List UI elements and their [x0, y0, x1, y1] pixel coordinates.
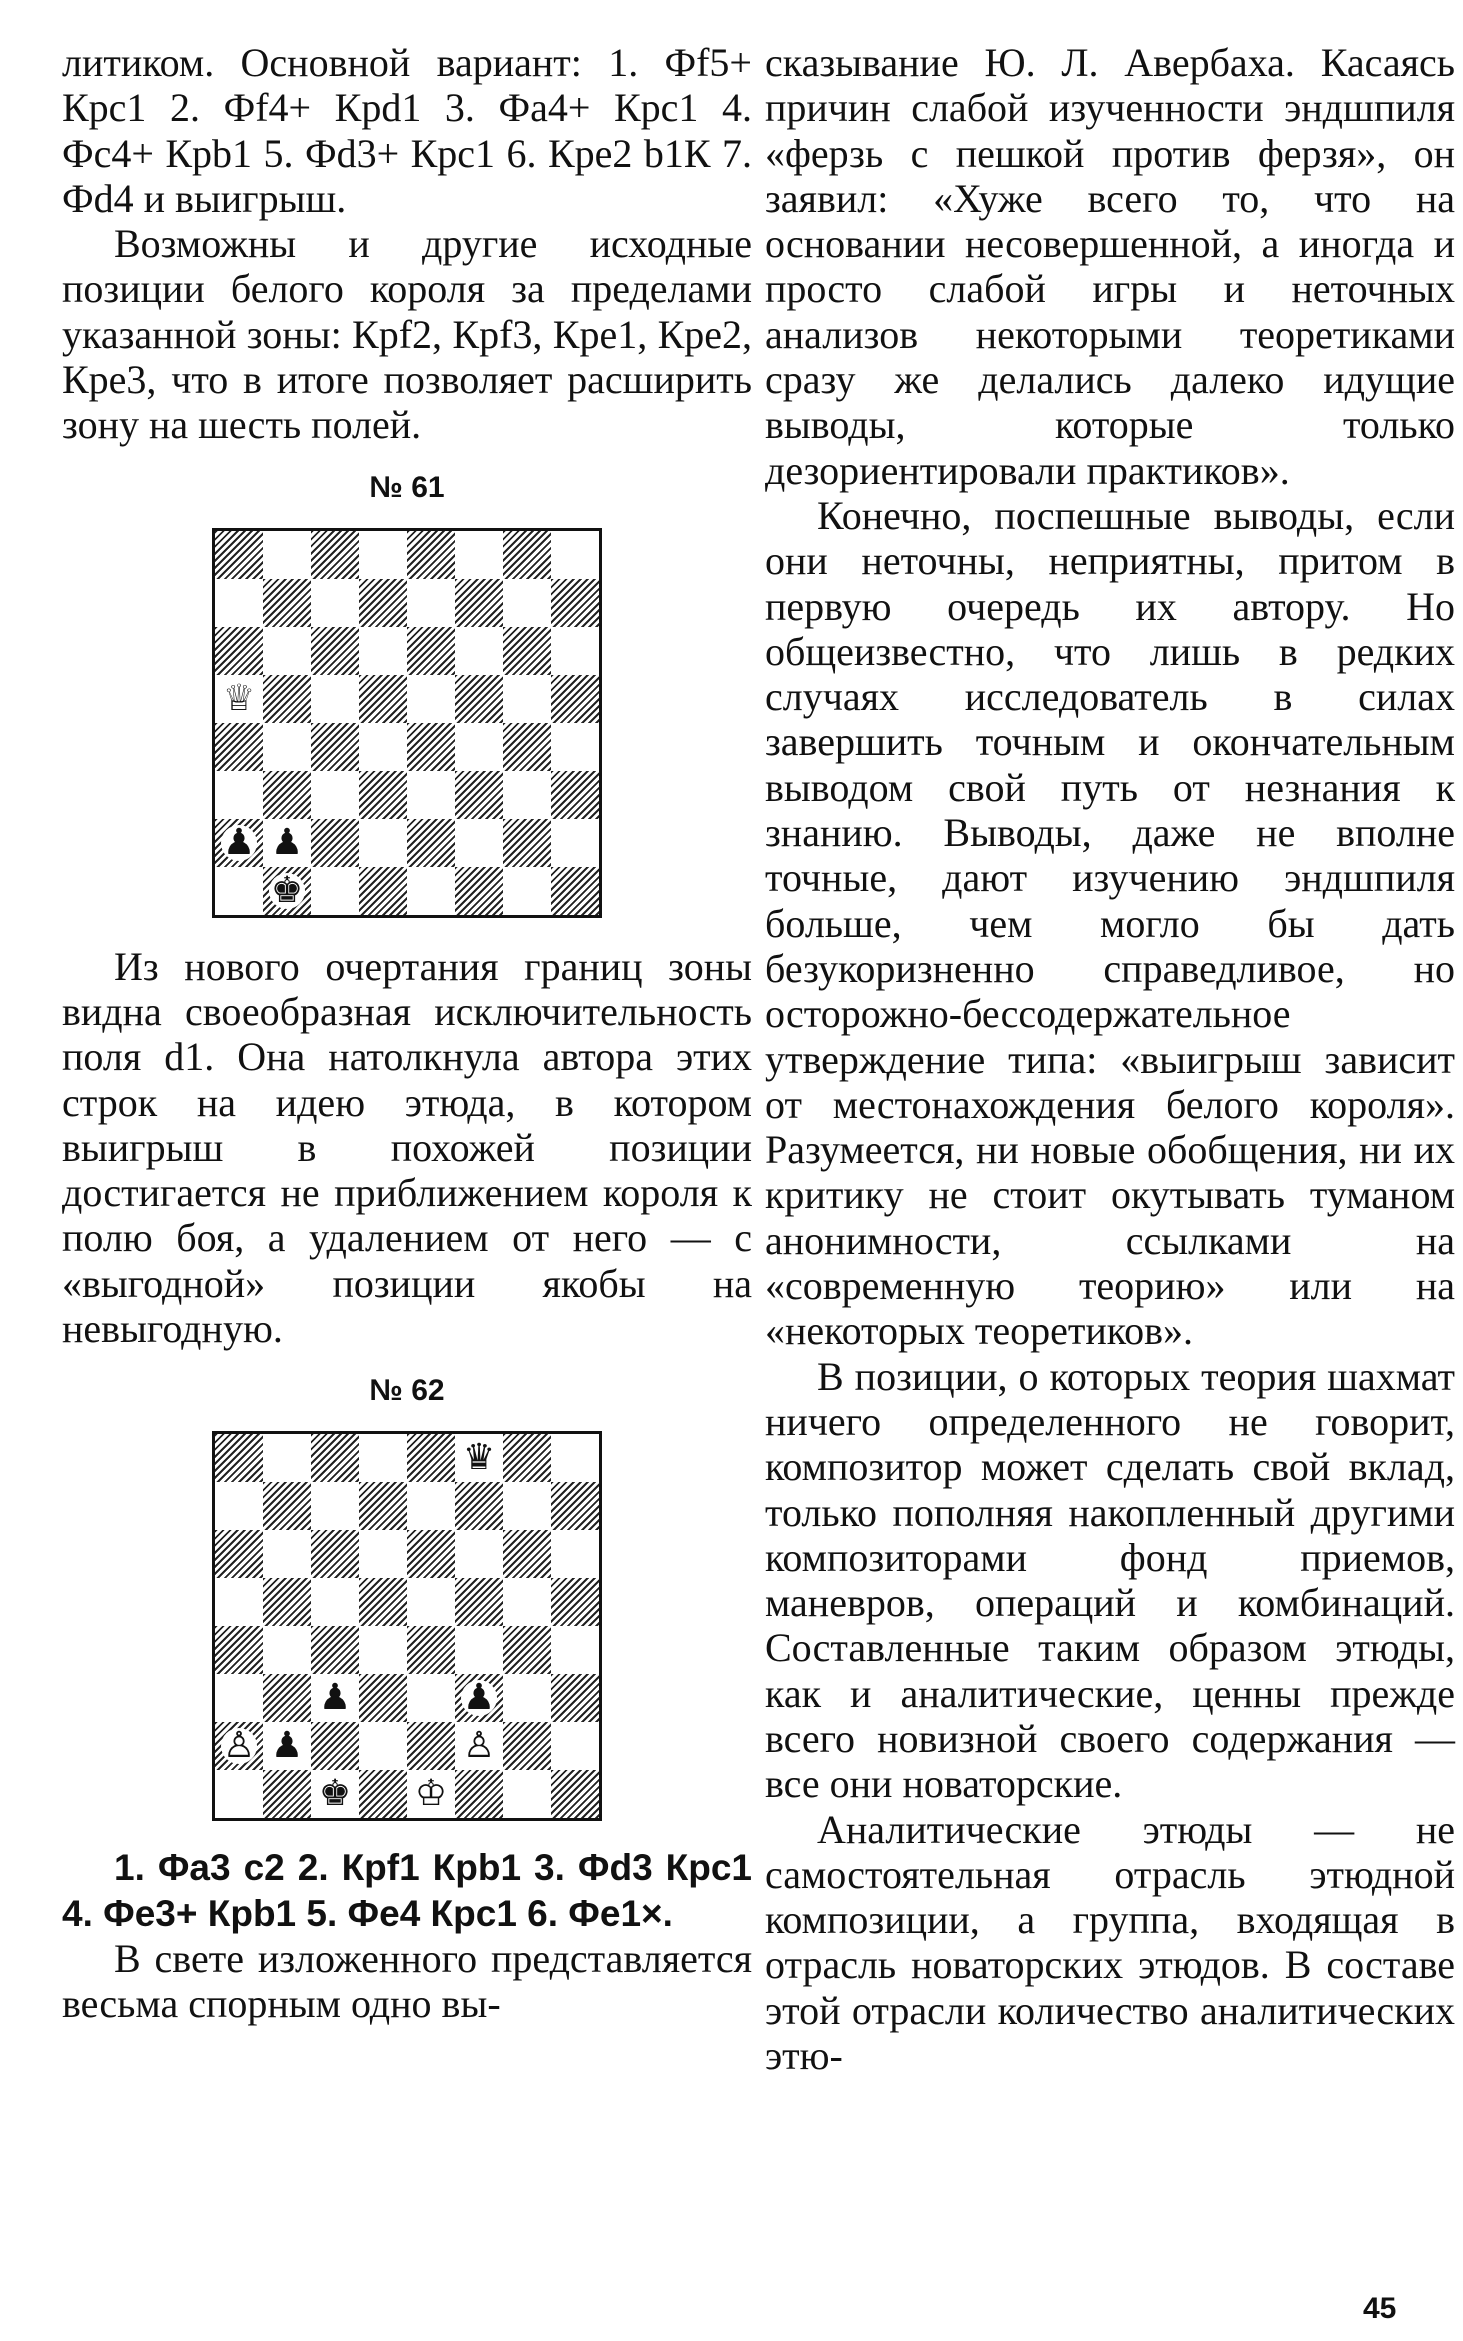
- square-e1: [407, 867, 455, 915]
- square-e7: [407, 579, 455, 627]
- square-h8: [551, 1434, 599, 1482]
- chess-board-62: [212, 1431, 602, 1821]
- square-a8: [215, 531, 263, 579]
- square-g2: [503, 819, 551, 867]
- square-f6: [455, 1530, 503, 1578]
- square-e4: [407, 1626, 455, 1674]
- square-f2: [455, 819, 503, 867]
- right-paragraph-1: сказывание Ю. Л. Авербаха. Касаясь причин слабой изученности эндшпиля «ферзь с пешкой против ферзя», он заявил: «Хуже всего то, что на основании несовершенной, а иногда и просто слабой игры и неточных анализов некоторыми теоретиками сразу же делались далеко идущие выводы, которые только дезориентировали практиков».: [765, 40, 1455, 493]
- square-h5: [551, 1578, 599, 1626]
- square-f1: [455, 1770, 503, 1818]
- square-h6: [551, 627, 599, 675]
- left-column: [62, 40, 752, 2027]
- black-pawn-c3: ♟: [318, 1677, 352, 1719]
- square-h4: [551, 1626, 599, 1674]
- square-d8: [359, 531, 407, 579]
- white-pawn-a2: ♙: [222, 1725, 256, 1767]
- square-b7: [263, 1482, 311, 1530]
- square-h7: [551, 579, 599, 627]
- square-b6: [263, 1530, 311, 1578]
- square-d7: [359, 1482, 407, 1530]
- square-b3: [263, 1674, 311, 1722]
- square-f7: [455, 1482, 503, 1530]
- square-c5: [311, 675, 359, 723]
- square-d4: [359, 723, 407, 771]
- square-d4: [359, 1626, 407, 1674]
- square-b4: [263, 723, 311, 771]
- square-c5: [311, 1578, 359, 1626]
- square-h3: [551, 1674, 599, 1722]
- square-d1: [359, 1770, 407, 1818]
- black-king-b1: ♚: [270, 869, 304, 911]
- square-a4: [215, 723, 263, 771]
- square-e1: [407, 1770, 455, 1818]
- white-pawn-f2: ♙: [462, 1725, 496, 1767]
- square-e3: [407, 771, 455, 819]
- square-h4: [551, 723, 599, 771]
- square-h8: [551, 531, 599, 579]
- square-b8: [263, 1434, 311, 1482]
- square-h1: [551, 1770, 599, 1818]
- square-g2: [503, 1722, 551, 1770]
- square-b5: [263, 1578, 311, 1626]
- square-d1: [359, 867, 407, 915]
- square-f1: [455, 867, 503, 915]
- black-king-c1: ♚: [318, 1773, 352, 1815]
- square-c8: [311, 531, 359, 579]
- square-f4: [455, 723, 503, 771]
- square-b1: [263, 867, 311, 915]
- square-e7: [407, 1482, 455, 1530]
- square-b3: [263, 771, 311, 819]
- square-a5: [215, 1578, 263, 1626]
- square-g5: [503, 675, 551, 723]
- square-c1: [311, 1770, 359, 1818]
- diagram-61: [212, 528, 602, 918]
- right-column: [765, 40, 1455, 2078]
- black-pawn-b2: ♟: [270, 821, 304, 863]
- square-c1: [311, 867, 359, 915]
- solution-moves: 1. Фа3 с2 2. Крf1 Крb1 3. Фd3 Крс1 4. Фе3+ Крb1 5. Фе4 Крс1 6. Фе1×.: [62, 1847, 752, 1934]
- square-d3: [359, 1674, 407, 1722]
- square-b7: [263, 579, 311, 627]
- square-g7: [503, 579, 551, 627]
- black-queen-f8: ♛: [462, 1437, 496, 1479]
- square-a5: [215, 675, 263, 723]
- square-c8: [311, 1434, 359, 1482]
- square-f8: [455, 1434, 503, 1482]
- square-g6: [503, 1530, 551, 1578]
- square-a1: [215, 867, 263, 915]
- square-f4: [455, 1626, 503, 1674]
- square-e8: [407, 1434, 455, 1482]
- square-c3: [311, 771, 359, 819]
- square-h3: [551, 771, 599, 819]
- left-paragraph-1: литиком. Основной вариант: 1. Фf5+ Крс1 2. Фf4+ Крd1 3. Фа4+ Крс1 4. Фс4+ Крb1 5. Фd3+ Крс1 6. Кре2 b1К 7. Фd4 и выигрыш.: [62, 40, 752, 221]
- square-a2: [215, 1722, 263, 1770]
- square-a6: [215, 627, 263, 675]
- square-h2: [551, 1722, 599, 1770]
- left-paragraph-2: Возможны и другие исходные позиции белого короля за пределами указанной зоны: Крf2, Крf3, Кре1, Кре2, Кре3, что в итоге позволяет расширить зону на шесть полей.: [62, 221, 752, 448]
- square-e2: [407, 819, 455, 867]
- right-paragraph-4: Аналитические этюды — не самостоятельная отрасль этюдной композиции, а группа, входящая в отрасль новаторских этюдов. В составе этой отрасли количество аналитических этю-: [765, 1806, 1455, 2079]
- square-a2: [215, 819, 263, 867]
- square-g7: [503, 1482, 551, 1530]
- square-f2: [455, 1722, 503, 1770]
- square-d6: [359, 1530, 407, 1578]
- square-a4: [215, 1626, 263, 1674]
- white-king-e1: ♔: [414, 1773, 448, 1815]
- square-g3: [503, 1674, 551, 1722]
- square-b6: [263, 627, 311, 675]
- square-f3: [455, 771, 503, 819]
- square-a7: [215, 579, 263, 627]
- square-c2: [311, 1722, 359, 1770]
- square-d2: [359, 819, 407, 867]
- square-a3: [215, 1674, 263, 1722]
- left-paragraph-3: Из нового очертания границ зоны видна своеобразная исключительность поля d1. Она натолкнула автора этих строк на идею этюда, в котором выигрыш в похожей позиции достигается не приближением короля к полю боя, а удалением от него — с «выгодной» позиции якобы на невыгодную.: [62, 943, 752, 1352]
- square-f5: [455, 1578, 503, 1626]
- square-d5: [359, 1578, 407, 1626]
- square-b2: [263, 819, 311, 867]
- square-f5: [455, 675, 503, 723]
- square-d6: [359, 627, 407, 675]
- chess-board-61: [212, 528, 602, 918]
- square-b8: [263, 531, 311, 579]
- right-paragraph-3: В позиции, о которых теория шахмат ничего определенного не говорит, композитор может сделать свой вклад, только пополняя накопленный другими композиторами фонд приемов, маневров, операций и комбинаций. Составленные таким образом этюды, как и аналитические, ценны прежде всего новизной своего содержания — все они новаторские.: [765, 1353, 1455, 1807]
- square-g8: [503, 1434, 551, 1482]
- square-e4: [407, 723, 455, 771]
- square-g1: [503, 1770, 551, 1818]
- square-a7: [215, 1482, 263, 1530]
- square-b1: [263, 1770, 311, 1818]
- black-pawn-f3: ♟: [462, 1677, 496, 1719]
- right-paragraph-2: Конечно, поспешные выводы, если они неточны, неприятны, притом в первую очередь их автору. Но общеизвестно, что лишь в редких случаях исследователь в силах завершить точным и окончательным выводом свой путь от незнания к знанию. Выводы, даже не вполне точные, дают изучению эндшпиля больше, чем могло бы дать безукоризненно справедливое, но осторожно-бессодержательное утверждение типа: «выигрыш зависит от местонахождения белого короля». Разумеется, ни новые обобщения, ни их критику не стоит окутывать туманом анонимности, ссылками на «современную теорию» или на «некоторых теоретиков».: [765, 492, 1455, 1354]
- square-c6: [311, 1530, 359, 1578]
- square-h2: [551, 819, 599, 867]
- square-d5: [359, 675, 407, 723]
- square-g5: [503, 1578, 551, 1626]
- diagram-62-title: № 62: [369, 1374, 445, 1408]
- square-a6: [215, 1530, 263, 1578]
- square-g6: [503, 627, 551, 675]
- square-b4: [263, 1626, 311, 1674]
- square-e6: [407, 1530, 455, 1578]
- square-a1: [215, 1770, 263, 1818]
- square-c7: [311, 1482, 359, 1530]
- page-number: 45: [1363, 2292, 1397, 2325]
- square-e5: [407, 675, 455, 723]
- black-pawn-b2: ♟: [270, 1725, 304, 1767]
- square-h1: [551, 867, 599, 915]
- square-f3: [455, 1674, 503, 1722]
- square-b5: [263, 675, 311, 723]
- black-pawn-a2: ♟: [222, 821, 256, 863]
- square-d3: [359, 771, 407, 819]
- left-paragraph-5: В свете изложенного представляется весьма спорным одно вы-: [62, 1935, 752, 2027]
- square-d2: [359, 1722, 407, 1770]
- square-f6: [455, 627, 503, 675]
- square-e8: [407, 531, 455, 579]
- square-g4: [503, 723, 551, 771]
- square-a3: [215, 771, 263, 819]
- square-g3: [503, 771, 551, 819]
- square-c7: [311, 579, 359, 627]
- square-h5: [551, 675, 599, 723]
- square-c2: [311, 819, 359, 867]
- square-h7: [551, 1482, 599, 1530]
- square-c6: [311, 627, 359, 675]
- square-c3: [311, 1674, 359, 1722]
- square-e6: [407, 627, 455, 675]
- square-g4: [503, 1626, 551, 1674]
- square-e5: [407, 1578, 455, 1626]
- square-g8: [503, 531, 551, 579]
- square-e3: [407, 1674, 455, 1722]
- square-c4: [311, 723, 359, 771]
- diagram-61-title: № 61: [369, 470, 445, 504]
- square-e2: [407, 1722, 455, 1770]
- square-d8: [359, 1434, 407, 1482]
- square-f7: [455, 579, 503, 627]
- square-d7: [359, 579, 407, 627]
- square-a8: [215, 1434, 263, 1482]
- square-b2: [263, 1722, 311, 1770]
- square-g1: [503, 867, 551, 915]
- diagram-62: [212, 1431, 602, 1821]
- square-h6: [551, 1530, 599, 1578]
- square-c4: [311, 1626, 359, 1674]
- square-f8: [455, 531, 503, 579]
- white-queen-a5: ♕: [222, 677, 256, 719]
